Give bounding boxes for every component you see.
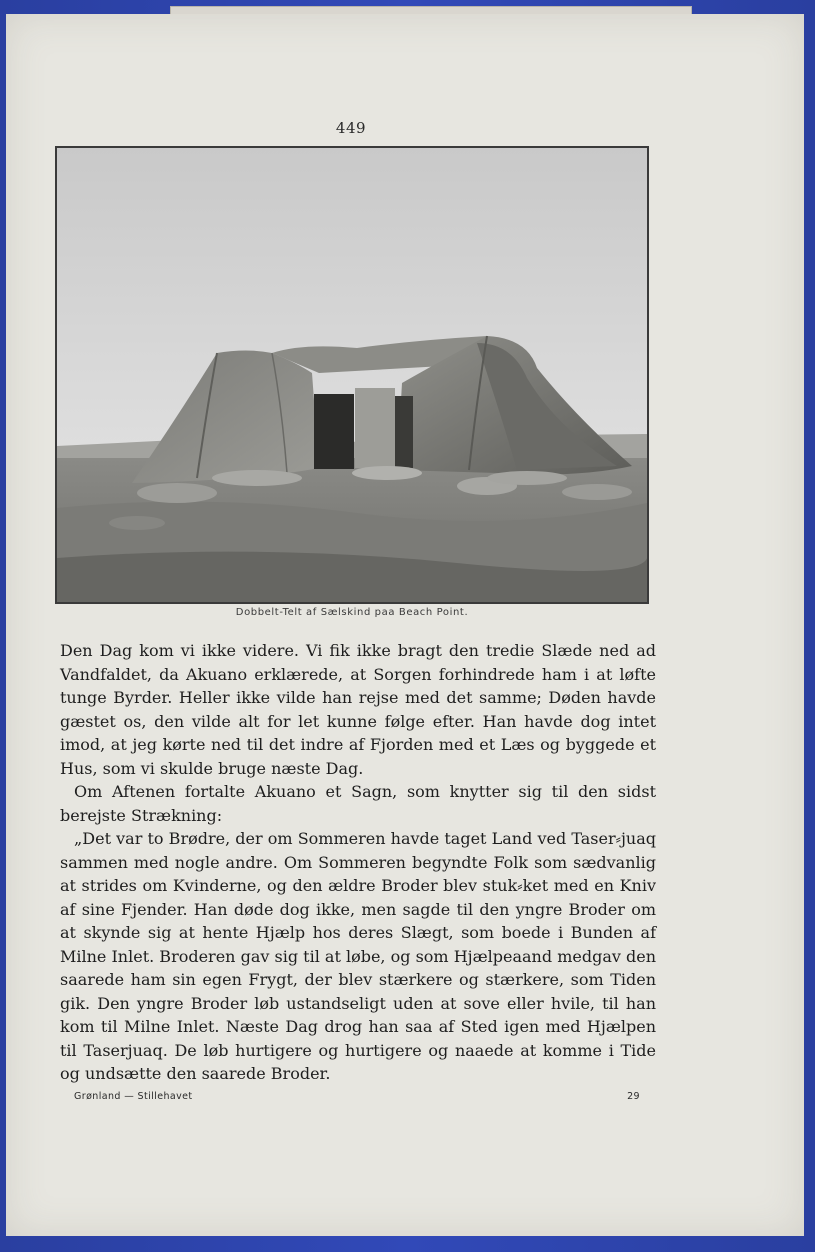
page-number: 449 [335,119,367,137]
body-text [60,639,656,1086]
paragraph-2: Om Aftenen fortalte Akuano et Sagn, som knytter sig til den sidst berejste Strækning: [60,782,656,825]
footer-sheet-number: 29 [627,1091,640,1102]
figure-photo [55,146,649,604]
footer-signature: Grønland — Stillehavet [74,1091,193,1102]
figure-caption: Dobbelt-Telt af Sælskind paa Beach Point. [235,607,469,618]
photo-of-tent-icon [57,148,647,602]
paragraph-3: „Det var to Brødre, der om Sommeren havde taget Land ved Taser⸗juaq sammen med nogle andre. Om Sommeren begyndte Folk som sædvanlig at strides om Kvinderne, og den ældre Broder blev stuk⸗ket med en Kniv af sine Fjender. Han døde dog ikke, men sagde til den yngre Broder om at skynde sig at hente Hjælp hos deres Slægt, som boede i Bunden af Milne Inlet. Broderen gav sig til at løbe, og som Hjælpeaand medgav den saarede ham sin egen Frygt, der blev stærkere og stærkere, som Tiden gik. Den yngre Broder løb ustandseligt uden at sove eller hvile, til han kom til Milne Inlet. Næste Dag drog han saa af Sted igen med Hjælpen til Taserjuaq. De løb hurtigere og hurtigere og naaede at komme i Tide og undsætte den saarede Broder. [60,829,656,1083]
book-page [6,14,804,1236]
paragraph-1: Den Dag kom vi ikke videre. Vi fik ikke bragt den tredie Slæde ned ad Vandfaldet, da Akuano erklærede, at Sorgen forhindrede ham i at løfte tunge Byrder. Heller ikke vilde han rejse med det samme; Døden havde gæstet os, den vilde alt for let kunne følge efter. Han havde dog intet imod, at jeg kørte ned til det indre af Fjorden med et Læs og byggede et Hus, som vi skulde bruge næste Dag. [60,641,656,778]
